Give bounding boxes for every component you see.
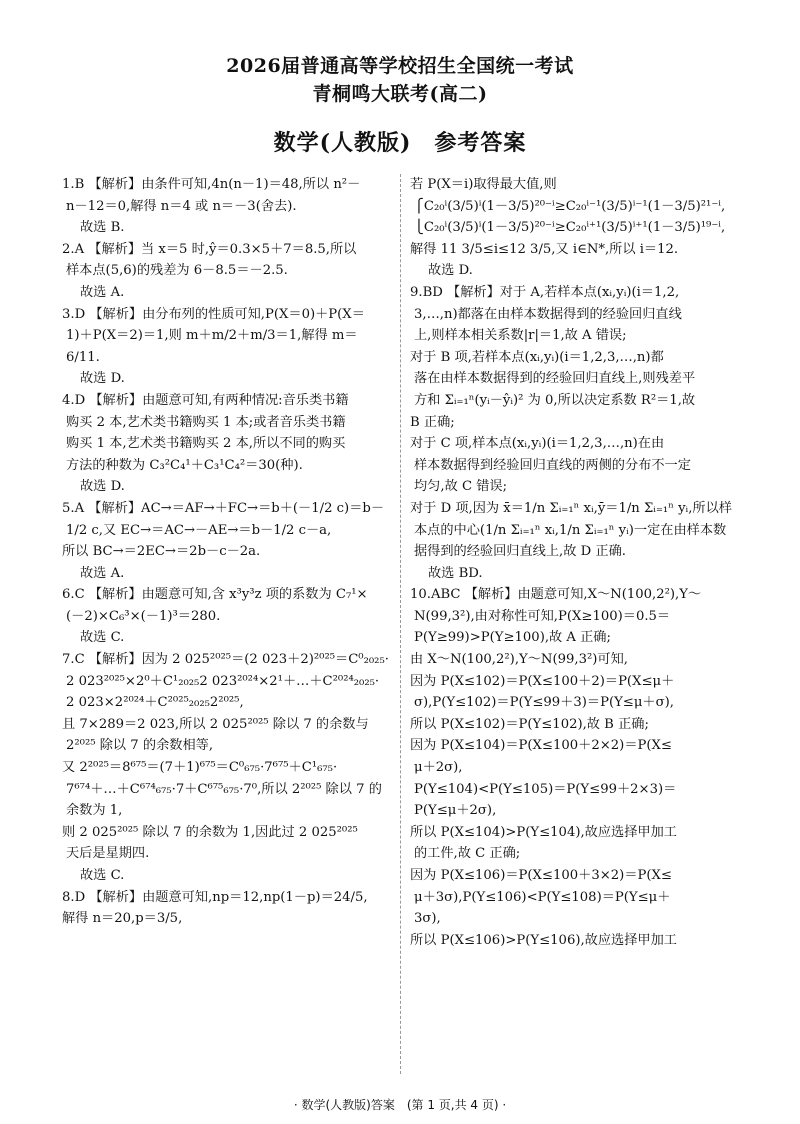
text-line: 故选 C. xyxy=(80,630,125,646)
text-line: 6.C 【解析】由题意可知,含 x³y³z 项的系数为 C₇¹× xyxy=(62,587,368,603)
text-line: 购买 1 本,艺术类书籍购买 2 本,所以不同的购买 xyxy=(66,436,346,452)
text-line: 2 023²⁰²⁵×2⁰＋C¹₂₀₂₅2 023²⁰²⁴×2¹＋…＋C²⁰²⁴₂₀₂₅· xyxy=(66,673,380,689)
text-line: 因为 P(X≤106)＝P(X≤100＋3×2)＝P(X≤ xyxy=(410,868,672,883)
text-line: 均匀,故 C 错误; xyxy=(414,479,508,495)
text-line: 的工件,故 C 正确; xyxy=(414,846,521,862)
text-line: 2.A 【解析】当 x＝5 时,ŷ＝0.3×5＋7＝8.5,所以 xyxy=(62,241,357,257)
text-line: 对于 D 项,因为 x̄＝1/n Σᵢ₌₁ⁿ xᵢ,ȳ＝1/n Σᵢ₌₁ⁿ yᵢ,所以样 xyxy=(410,500,732,516)
text-line: 所以 P(X≤102)＝P(Y≤102),故 B 正确; xyxy=(410,716,649,732)
text-line: 故选 A. xyxy=(80,565,125,581)
text-line: 则 2 025²⁰²⁵ 除以 7 的余数为 1,因此过 2 025²⁰²⁵ xyxy=(62,824,358,840)
text-line: 3.D 【解析】由分布列的性质可知,P(X＝0)＋P(X＝ xyxy=(62,306,365,322)
text-line: 购买 2 本,艺术类书籍购买 1 本;或者音乐类书籍 xyxy=(66,414,346,430)
text-line: 4.D 【解析】由题意可知,有两种情况:音乐类书籍 xyxy=(62,392,349,408)
text-line: 据得到的经验回归直线上,故 D 正确. xyxy=(414,544,626,560)
text-line: 1.B 【解析】由条件可知,4n(n－1)＝48,所以 n²－ xyxy=(62,177,361,192)
text-line: 天后是星期四. xyxy=(66,846,150,862)
text-line: 落在由样本数据得到的经验回归直线上,则残差平 xyxy=(414,371,696,387)
text-line: 由 X～N(100,2²),Y～N(99,3²)可知, xyxy=(410,652,628,668)
text-line: μ＋3σ),P(Y≤106)<P(Y≤108)＝P(Y≤μ＋ xyxy=(414,889,671,905)
text-line: 故选 A. xyxy=(80,284,125,300)
text-line: 本点的中心(1/n Σᵢ₌₁ⁿ xᵢ,1/n Σᵢ₌₁ⁿ yᵢ)一定在由样本数 xyxy=(414,522,727,538)
text-line: 因为 P(X≤102)＝P(X≤100＋2)＝P(X≤μ＋ xyxy=(410,673,675,689)
text-line: P(Y≤μ＋2σ), xyxy=(414,803,497,819)
text-line: 对于 C 项,样本点(xᵢ,yᵢ)(i＝1,2,3,…,n)在由 xyxy=(410,436,665,452)
text-line: 上,则样本相关系数|r|＝1,故 A 错误; xyxy=(414,328,627,344)
text-line: n－12＝0,解得 n＝4 或 n＝－3(舍去). xyxy=(66,198,297,214)
text-line: 样本点(5,6)的残差为 6－8.5＝－2.5. xyxy=(66,263,288,279)
text-line: 3,…,n)都落在由样本数据得到的经验回归直线 xyxy=(414,306,682,322)
text-line: 解得 11 3/5≤i≤12 3/5,又 i∈N*,所以 i＝12. xyxy=(410,241,679,257)
text-line: 8.D 【解析】由题意可知,np＝12,np(1－p)＝24/5, xyxy=(62,889,368,905)
text-line: 3σ), xyxy=(414,911,441,927)
text-line: 样本数据得到经验回归直线的两侧的分布不一定 xyxy=(414,457,691,473)
text-line: 所以 P(X≤104)>P(Y≤104),故应选择甲加工 xyxy=(410,824,677,840)
text-line: 故选 BD. xyxy=(428,565,483,581)
text-line: 若 P(X＝i)取得最大值,则 xyxy=(410,177,557,192)
text-line: 且 7×289＝2 023,所以 2 025²⁰²⁵ 除以 7 的余数与 xyxy=(62,716,369,732)
text-line: 所以 BC→＝2EC→＝2b－c－2a. xyxy=(62,544,261,560)
text-line: (－2)×C₆³×(－1)³＝280. xyxy=(66,608,221,624)
text-line: ⎩C₂₀ⁱ(3/5)ⁱ(1－3/5)²⁰⁻ⁱ≥C₂₀ⁱ⁺¹(3/5)ⁱ⁺¹(1－3/5)¹⁹⁻ⁱ, xyxy=(414,220,726,236)
column-divider xyxy=(400,174,402,1074)
right-column xyxy=(410,174,738,951)
text-line: 方法的种数为 C₃²C₄¹＋C₃¹C₄²＝30(种). xyxy=(66,457,303,473)
left-column xyxy=(62,174,390,930)
text-line: 10.ABC 【解析】由题意可知,X～N(100,2²),Y～ xyxy=(410,587,702,603)
text-line: μ＋2σ), xyxy=(414,760,463,776)
text-line: 故选 D. xyxy=(428,263,473,279)
text-line: 7⁶⁷⁴＋…＋C⁶⁷⁴₆₇₅·7＋C⁶⁷⁵₆₇₅·7⁰,所以 2²⁰²⁵ 除以 7 的 xyxy=(66,781,382,797)
document-header xyxy=(0,52,800,157)
text-line: 2 023×2²⁰²⁴＋C²⁰²⁵₂₀₂₅2²⁰²⁵, xyxy=(66,695,244,711)
text-line: 1/2 c,又 EC→＝AC→－AE→＝b－1/2 c－a, xyxy=(66,522,332,538)
text-line: σ),P(Y≤102)＝P(Y≤99＋3)＝P(Y≤μ＋σ), xyxy=(414,695,674,711)
text-line: 5.A 【解析】AC→＝AF→＋FC→＝b＋(－1/2 c)＝b－ xyxy=(62,500,385,516)
text-line: ⎧C₂₀ⁱ(3/5)ⁱ(1－3/5)²⁰⁻ⁱ≥C₂₀ⁱ⁻¹(3/5)ⁱ⁻¹(1－3/5)²¹⁻ⁱ, xyxy=(414,198,726,214)
text-line: 所以 P(X≤106)>P(Y≤106),故应选择甲加工 xyxy=(410,932,677,948)
text-line: 余数为 1, xyxy=(66,803,123,819)
text-line: 1)＋P(X＝2)＝1,则 m＋m/2＋m/3＝1,解得 m＝ xyxy=(66,328,358,344)
answer-title: 数学(人教版) 参考答案 xyxy=(273,130,527,156)
text-line: 对于 B 项,若样本点(xᵢ,yᵢ)(i＝1,2,3,…,n)都 xyxy=(410,349,664,365)
text-line: 故选 B. xyxy=(80,220,125,236)
text-line: 故选 D. xyxy=(80,479,125,495)
page-footer: · 数学(人教版)答案 (第 1 页,共 4 页) · xyxy=(293,1098,507,1112)
text-line: 又 2²⁰²⁵＝8⁶⁷⁵＝(7＋1)⁶⁷⁵＝C⁰₆₇₅·7⁶⁷⁵＋C¹₆₇₅· xyxy=(62,760,338,776)
text-line: B 正确; xyxy=(410,414,455,430)
text-line: 2²⁰²⁵ 除以 7 的余数相等, xyxy=(66,738,214,754)
text-line: 7.C 【解析】因为 2 025²⁰²⁵＝(2 023＋2)²⁰²⁵＝C⁰₂₀₂₅· xyxy=(62,652,389,668)
text-line: 解得 n＝20,p＝3/5, xyxy=(62,911,183,927)
text-line: 6/11. xyxy=(66,349,100,365)
exam-subtitle: 青桐鸣大联考(高二) xyxy=(312,83,488,105)
text-line: P(Y≤104)<P(Y≤105)＝P(Y≤99＋2×3)＝ xyxy=(414,781,677,797)
text-line: 故选 D. xyxy=(80,371,125,387)
text-line: 因为 P(X≤104)＝P(X≤100＋2×2)＝P(X≤ xyxy=(410,738,672,754)
text-line: 9.BD 【解析】对于 A,若样本点(xᵢ,yᵢ)(i＝1,2, xyxy=(410,284,680,300)
text-line: N(99,3²),由对称性可知,P(X≥100)＝0.5＝ xyxy=(414,608,671,624)
exam-title: 2026届普通高等学校招生全国统一考试 xyxy=(226,55,574,77)
text-line: 故选 C. xyxy=(80,868,125,883)
text-line: P(Y≥99)>P(Y≥100),故 A 正确; xyxy=(414,630,611,646)
text-line: 方和 Σᵢ₌₁ⁿ(yᵢ－ŷᵢ)² 为 0,所以决定系数 R²＝1,故 xyxy=(414,392,696,408)
